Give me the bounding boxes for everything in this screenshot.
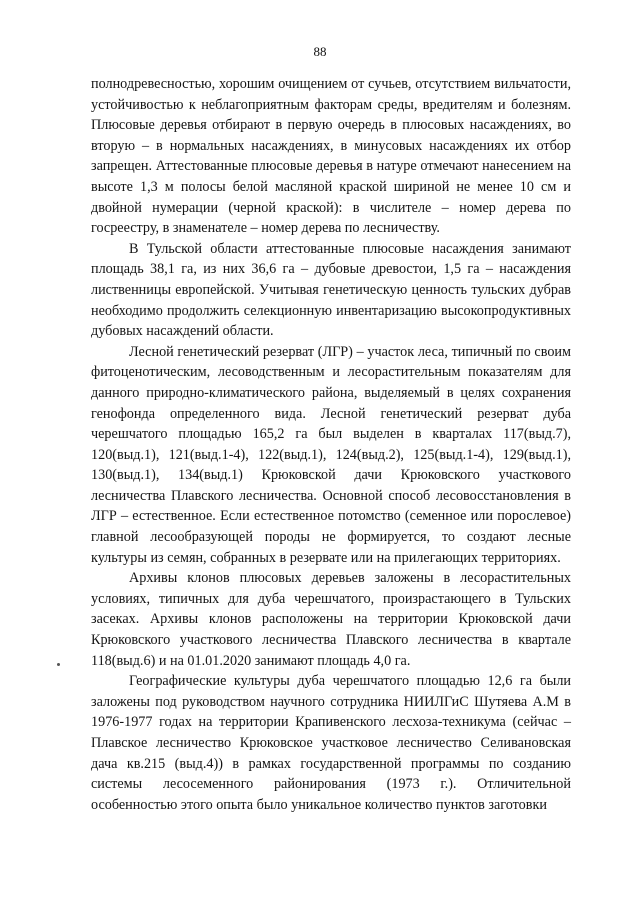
paragraph-genetic-reserve: Лесной генетический резерват (ЛГР) – участок леса, типичный по своим фитоценотическим, лесоводственным и лесорастительным показателям для данного природно-климатического района, выделяемый в целях сохранения генофонда определенного вида. Лесной генетический резерват дуба черешчатого площадью 165,2 га был выделен в кварталах 117(выд.7), 120(выд.1), 121(выд.1-4), 122(выд.1), 124(выд.2), 125(выд.1-4), 129(выд.1), 130(выд.1), 134(выд.1) Крюковской дачи Крюковского участкового лесничества Плавского лесничества. Основной способ лесовосстановления в ЛГР – естественное. Если естественное потомство (семенное или порослевое) главной лесообразующей породы не формируется, то создают лесные культуры из семян, собранных в резервате или на прилегающих территориях. [91, 343, 571, 566]
paragraph-tula-plus-stands: В Тульской области аттестованные плюсовые насаждения занимают площадь 38,1 га, из них 36,6 га – дубовые древостои, 1,5 га – насаждения лиственницы европейской. Учитывая генетическую ценность тульских дубрав необходимо продолжить селекционную инвентаризацию высокопродуктивных дубовых насаждений области. [91, 240, 571, 340]
paragraph-clone-archives: Архивы клонов плюсовых деревьев заложены в лесорастительных условиях, типичных для дуба черешчатого, произрастающего в Тульских засеках. Архивы клонов расположены на территории Крюковской дачи Крюковского участкового лесничества Плавского лесничества в квартале 118(выд.6) и на 01.01.2020 занимают площадь 4,0 га. [91, 570, 571, 669]
page-number: 88 [313, 44, 327, 59]
paragraph-plus-trees-criteria: полнодревесностью, хорошим очищением от сучьев, отсутствием вильчатости, устойчивостью к неблагоприятным факторам среды, вредителям и болезням. Плюсовые деревья отбирают в первую очередь в плюсовых насаждениях, во вторую – в нормальных насаждениях, в минусовых насаждениях их отбор запрещен. Аттестованные плюсовые деревья в натуре отмечают нанесением на высоте 1,3 м полосы белой масляной краской шириной не менее 10 см и двойной нумерации (черной краской): в числителе – номер дерева по госреестру, в знаменателе – номер дерева по лесничеству. [91, 76, 571, 237]
body-text [91, 74, 571, 815]
paragraph-geographic-cultures: Географические культуры дуба черешчатого площадью 12,6 га были заложены под руководством научного сотрудника НИИЛГиС Шутяева А.М в 1976-1977 годах на территории Крапивенского лесхоза-техникума (сейчас – Плавское лесничество Крюковское участковое лесничество Селивановская дача кв.215 (выд.4)) в рамках государственной программы по созданию системы лесосеменного районирования (1973 г.). Отличительной особенностью этого опыта было уникальное количество пунктов заготовки [91, 673, 571, 813]
margin-dot-mark [57, 663, 60, 666]
